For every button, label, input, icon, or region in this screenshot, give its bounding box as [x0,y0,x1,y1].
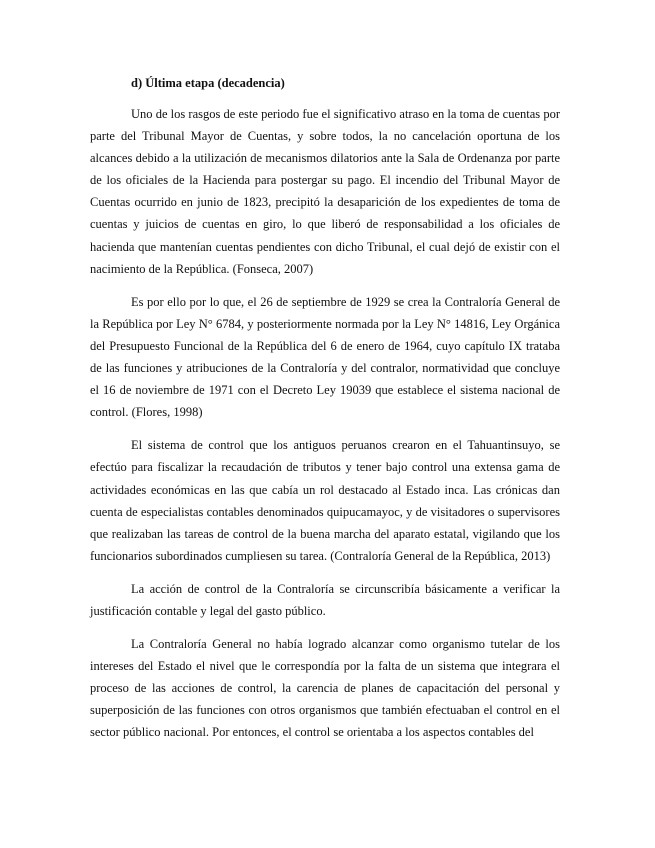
paragraph-tahuantinsuyo: El sistema de control que los antiguos peruanos crearon en el Tahuantinsuyo, se efectúo para fiscalizar la recaudación de tributos y tener bajo control una extensa gama de actividades económicas en las que cabía un rol destacado al Estado inca. Las crónicas dan cuenta de especialistas contables denominados quipucamayoc, y de visitadores o supervisores que realizaban las tareas de control de la buena marcha del aparato estatal, vigilando que los funcionarios subordinados cumpliesen su tarea. (Contraloría General de la República, 2013) [90,438,560,563]
paragraph-decadencia: Uno de los rasgos de este periodo fue el significativo atraso en la toma de cuentas por parte del Tribunal Mayor de Cuentas, y sobre todos, la no cancelación oportuna de los alcances debido a la utilización de mecanismos dilatorios ante la Sala de Ordenanza por parte de los oficiales de la Hacienda para postergar su pago. El incendio del Tribunal Mayor de Cuentas ocurrido en junio de 1823, precipitó la desaparición de los expedientes de toma de cuentas y juicios de cuentas en giro, lo que liberó de responsabilidad a los oficiales de hacienda que mantenían cuentas pendientes con dicho Tribunal, el cual dejó de existir con el nacimiento de la República. (Fonseca, 2007) [90,107,560,276]
paragraph-nivel-contraloria: La Contraloría General no había logrado alcanzar como organismo tutelar de los intereses del Estado el nivel que le correspondía por la falta de un sistema que integrara el proceso de las acciones de control, la carencia de planes de capacitación del personal y superposición de las funciones con otros organismos que también efectuaban el control en el sector público nacional. Por entonces, el control se orientaba a los aspectos contables del [90,637,560,740]
paragraph-accion-control: La acción de control de la Contraloría se circunscribía básicamente a verificar la justificación contable y legal del gasto público. [90,581,560,618]
body-text [90,103,560,755]
paragraph-creacion-contraloria: Es por ello por lo que, el 26 de septiembre de 1929 se crea la Contraloría General de la República por Ley N° 6784, y posteriormente normada por la Ley N° 14816, Ley Orgánica del Presupuesto Funcional de la República del 6 de enero de 1964, cuyo capítulo IX trataba de las funciones y atribuciones de la Contraloría y del contralor, normatividad que concluye el 16 de noviembre de 1971 con el Decreto Ley 19039 que establece el sistema nacional de control. (Flores, 1998) [90,294,560,420]
section-heading: d) Última etapa (decadencia) [131,76,285,90]
